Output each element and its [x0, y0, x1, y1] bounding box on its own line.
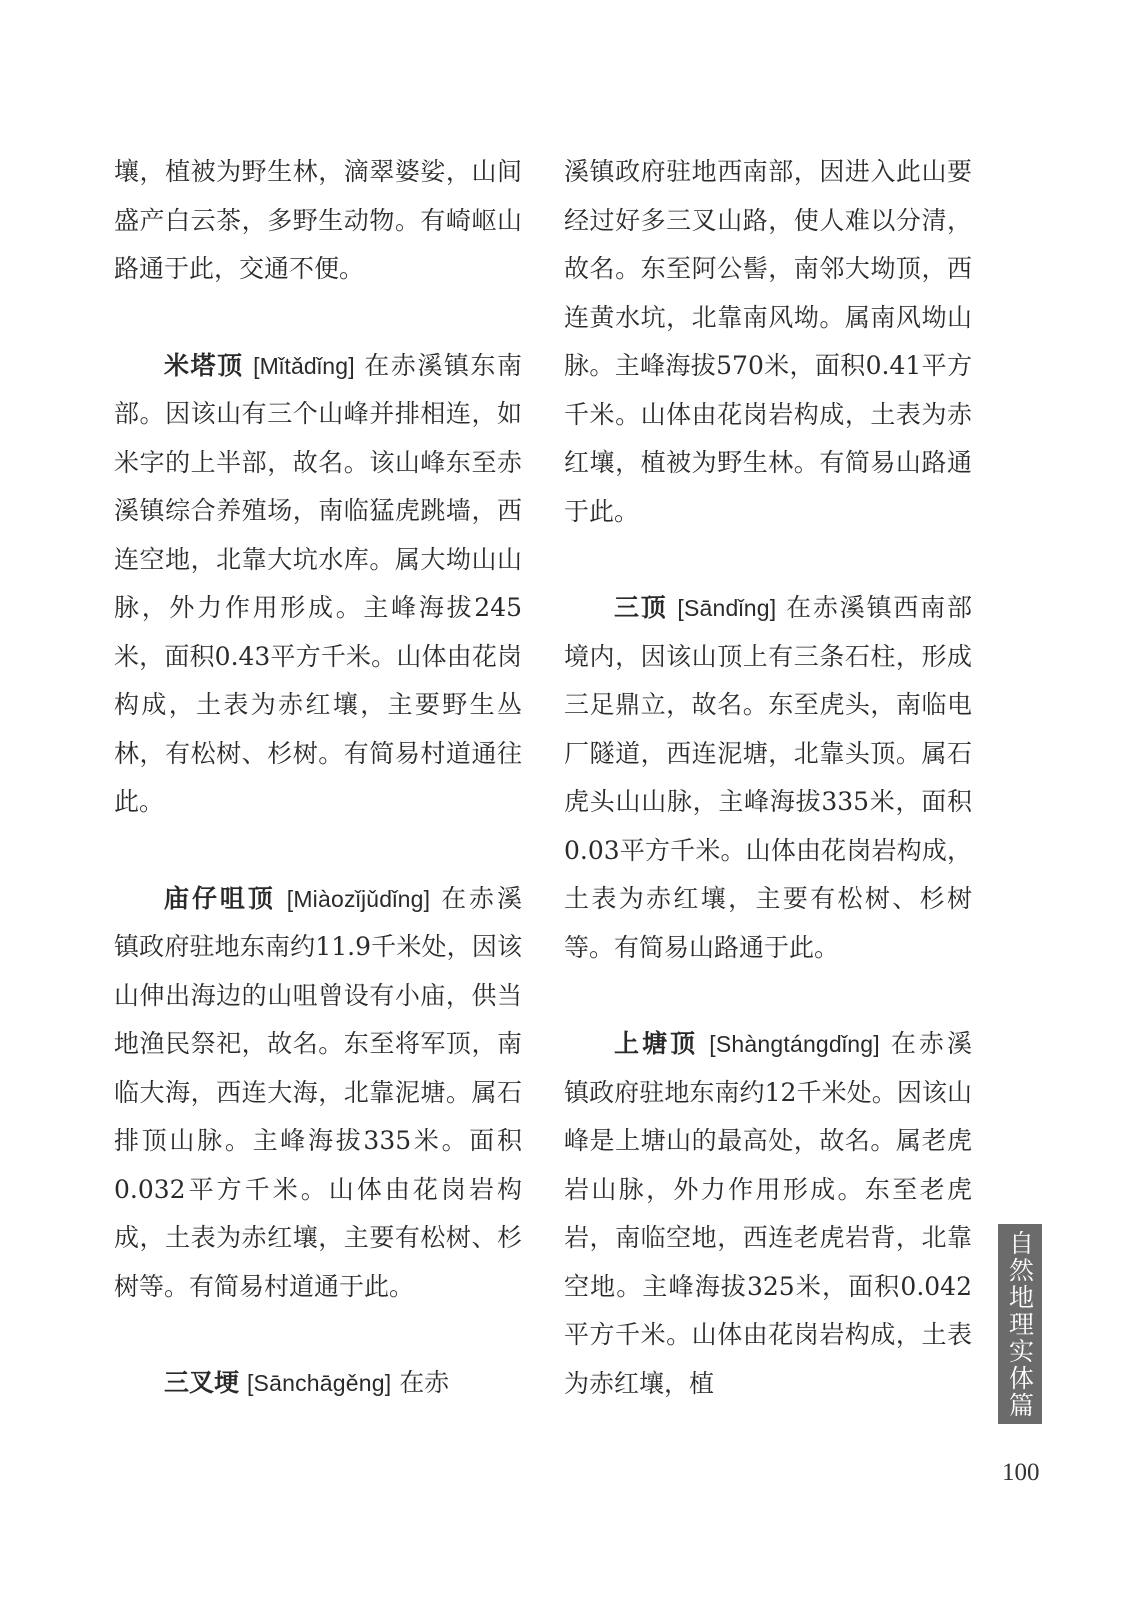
- entry-pinyin: [Sānchāgěng]: [246, 1370, 392, 1396]
- continued-paragraph: 壤，植被为野生林，滴翠婆娑，山间盛产白云茶，多野生动物。有崎岖山路通于此，交通不便。: [114, 157, 522, 283]
- entry-term: 上塘顶: [614, 1029, 699, 1058]
- entry-sanchageng: [114, 1359, 522, 1408]
- right-column: [564, 148, 972, 1408]
- entry-term: 三顶: [614, 593, 668, 622]
- section-side-tab: [998, 1224, 1042, 1424]
- entry-term: 米塔顶: [164, 350, 244, 380]
- section-side-tab-label: 自然地理实体篇: [1005, 1229, 1035, 1419]
- entry-mitading: [114, 342, 522, 827]
- entry-pinyin: [Sāndǐng]: [677, 595, 777, 621]
- entry-text: 在赤: [399, 1368, 450, 1397]
- entry-sanding: [564, 584, 972, 972]
- page-number: 100: [1002, 1459, 1040, 1486]
- continued-paragraph: 溪镇政府驻地西南部，因进入此山要经过好多三叉山路，使人难以分清，故名。东至阿公髻，南邻大坳顶，西连黄水坑，北靠南风坳。属南风坳山脉。主峰海拔570米，面积0.41平方千米。山体由花岗岩构成，土表为赤红壤，植被为野生林。有简易山路通于此。: [564, 157, 972, 526]
- entry-pinyin: [Mǐtǎdǐng]: [253, 352, 355, 379]
- entry-pinyin: [Shàngtángdǐng]: [709, 1031, 880, 1057]
- entry-text: 在赤溪镇西南部境内，因该山顶上有三条石柱，形成三足鼎立，故名。东至虎头，南临电厂隧道，西连泥塘，北靠头顶。属石虎头山山脉，主峰海拔335米，面积0.03平方千米。山体由花岗岩构成，土表为赤红壤，主要有松树、杉树等。有简易山路通于此。: [564, 593, 972, 962]
- entry-term: 庙仔咀顶: [164, 883, 276, 913]
- entry-shangtangding: [564, 1020, 972, 1408]
- left-column: [114, 148, 522, 1408]
- entry-pinyin: [Miàozǐjǔdǐng]: [286, 885, 431, 912]
- entry-miaozijuding: [114, 875, 522, 1312]
- entry-text: 在赤溪镇政府驻地东南约12千米处。因该山峰是上塘山的最高处，故名。属老虎岩山脉，外力作用形成。东至老虎岩，南临空地，西连老虎岩背，北靠空地。主峰海拔325米，面积0.042平方千米。山体由花岗岩构成，土表为赤红壤，植: [564, 1029, 972, 1398]
- entry-text: 在赤溪镇政府驻地东南约11.9千米处，因该山伸出海边的山咀曾设有小庙，供当地渔民祭祀，故名。东至将军顶，南临大海，西连大海，北靠泥塘。属石排顶山脉。主峰海拔335米。面积0.032平方千米。山体由花岗岩构成，土表为赤红壤，主要有松树、杉树等。有简易村道通于此。: [114, 883, 522, 1301]
- entry-term: 三叉埂: [164, 1368, 240, 1397]
- entry-text: 在赤溪镇东南部。因该山有三个山峰并排相连，如米字的上半部，故名。该山峰东至赤溪镇综合养殖场，南临猛虎跳墙，西连空地，北靠大坑水库。属大坳山山脉，外力作用形成。主峰海拔245米，面积0.43平方千米。山体由花岗构成，土表为赤红壤，主要野生丛林，有松树、杉树。有简易村道通往此。: [114, 350, 522, 816]
